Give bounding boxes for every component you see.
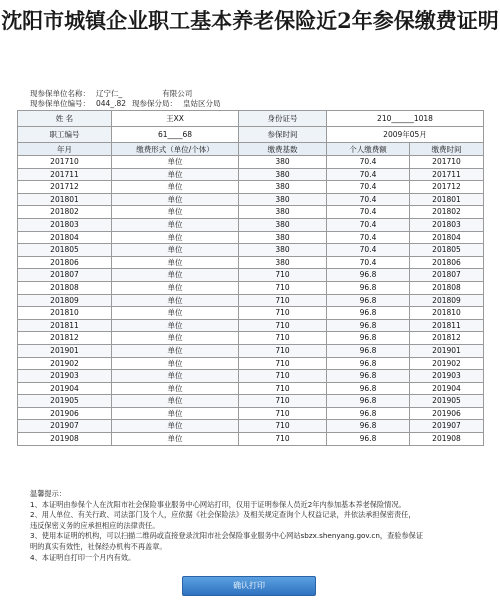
table-row — [18, 281, 484, 294]
cell-month: 201805 — [18, 244, 112, 257]
start-time-label: 参保时间 — [239, 127, 327, 143]
cell-month: 201802 — [18, 206, 112, 219]
contribution-table — [17, 110, 484, 446]
table-row — [18, 294, 484, 307]
note-line: 4、本证明自打印一个月内有效。 — [30, 552, 136, 562]
table-row — [18, 156, 484, 169]
cell-base: 380 — [239, 218, 327, 231]
cell-month: 201808 — [18, 281, 112, 294]
unit-name-label: 现参保单位名称： — [30, 89, 90, 98]
cell-month: 201801 — [18, 193, 112, 206]
cell-personal: 96.8 — [327, 269, 410, 282]
cell-base: 710 — [239, 370, 327, 383]
column-header-paytime: 缴费时间 — [410, 143, 484, 156]
cell-paytime: 201812 — [410, 332, 484, 345]
cell-personal: 96.8 — [327, 344, 410, 357]
cell-month: 201901 — [18, 344, 112, 357]
employee-no-label: 职工编号 — [18, 127, 112, 143]
table-row — [18, 332, 484, 345]
cell-paytime: 201905 — [410, 395, 484, 408]
note-line: 明的真实有效性，社保经办机构不再盖章。 — [30, 541, 167, 551]
cell-paytime: 201811 — [410, 319, 484, 332]
cell-form: 单位 — [112, 307, 239, 320]
cell-paytime: 201908 — [410, 433, 484, 446]
cell-month: 201905 — [18, 395, 112, 408]
person-row-2 — [18, 127, 484, 143]
column-header-month: 年月 — [18, 143, 112, 156]
unit-info — [30, 89, 227, 108]
branch-label: 现参保分局： — [132, 98, 177, 108]
note-line: 2、用人单位、有关行政、司法部门及个人，应依据《社会保险法》及相关规定查询个人权益记录，并依法承担保密责任， — [30, 510, 416, 520]
cell-base: 710 — [239, 357, 327, 370]
cell-form: 单位 — [112, 181, 239, 194]
cell-paytime: 201802 — [410, 206, 484, 219]
branch-value: 皇姑区分局 — [183, 98, 221, 108]
cell-base: 710 — [239, 382, 327, 395]
cell-form: 单位 — [112, 420, 239, 433]
cell-base: 380 — [239, 181, 327, 194]
cell-base: 710 — [239, 407, 327, 420]
cell-base: 710 — [239, 307, 327, 320]
cell-personal: 96.8 — [327, 382, 410, 395]
column-header-base: 缴费基数 — [239, 143, 327, 156]
cell-paytime: 201710 — [410, 156, 484, 169]
notes-heading: 温馨提示： — [30, 489, 66, 498]
cell-month: 201809 — [18, 294, 112, 307]
cell-personal: 70.4 — [327, 244, 410, 257]
cell-form: 单位 — [112, 206, 239, 219]
cell-month: 201803 — [18, 218, 112, 231]
column-header-personal: 个人缴费额 — [327, 143, 410, 156]
cell-form: 单位 — [112, 269, 239, 282]
cell-form: 单位 — [112, 193, 239, 206]
cell-base: 710 — [239, 420, 327, 433]
cell-paytime: 201901 — [410, 344, 484, 357]
cell-personal: 96.8 — [327, 281, 410, 294]
cell-month: 201711 — [18, 168, 112, 181]
cell-paytime: 201902 — [410, 357, 484, 370]
cell-personal: 96.8 — [327, 357, 410, 370]
table-row — [18, 231, 484, 244]
table-row — [18, 218, 484, 231]
cell-base: 380 — [239, 256, 327, 269]
table-row — [18, 193, 484, 206]
cell-month: 201903 — [18, 370, 112, 383]
table-row — [18, 420, 484, 433]
cell-month: 201908 — [18, 433, 112, 446]
cell-month: 201902 — [18, 357, 112, 370]
cell-paytime: 201711 — [410, 168, 484, 181]
cell-base: 710 — [239, 395, 327, 408]
cell-base: 710 — [239, 344, 327, 357]
cell-paytime: 201904 — [410, 382, 484, 395]
cell-paytime: 201807 — [410, 269, 484, 282]
cell-personal: 96.8 — [327, 332, 410, 345]
cell-month: 201810 — [18, 307, 112, 320]
cell-base: 710 — [239, 332, 327, 345]
cell-month: 201710 — [18, 156, 112, 169]
cell-form: 单位 — [112, 319, 239, 332]
cell-base: 710 — [239, 433, 327, 446]
cell-form: 单位 — [112, 332, 239, 345]
cell-base: 710 — [239, 269, 327, 282]
employee-no-value: 61____68 — [112, 127, 239, 143]
unit-name-suffix: 有限公司 — [162, 89, 193, 98]
cell-form: 单位 — [112, 218, 239, 231]
cell-month: 201804 — [18, 231, 112, 244]
cell-personal: 96.8 — [327, 420, 410, 433]
page-title: 沈阳市城镇企业职工基本养老保险近2年参保缴费证明 — [1, 8, 499, 33]
cell-form: 单位 — [112, 382, 239, 395]
cell-form: 单位 — [112, 294, 239, 307]
start-time-value: 2009年05月 — [327, 127, 484, 143]
cell-paytime: 201903 — [410, 370, 484, 383]
cell-paytime: 201805 — [410, 244, 484, 257]
cell-month: 201904 — [18, 382, 112, 395]
confirm-print-button[interactable]: 确认打印 — [182, 576, 316, 596]
cell-paytime: 201808 — [410, 281, 484, 294]
cell-month: 201712 — [18, 181, 112, 194]
cell-form: 单位 — [112, 344, 239, 357]
cell-personal: 70.4 — [327, 156, 410, 169]
cell-form: 单位 — [112, 281, 239, 294]
table-row — [18, 307, 484, 320]
unit-code-value: 044_.82 — [96, 98, 126, 108]
cell-form: 单位 — [112, 433, 239, 446]
notes — [30, 489, 480, 563]
cell-form: 单位 — [112, 168, 239, 181]
cell-form: 单位 — [112, 231, 239, 244]
table-row — [18, 181, 484, 194]
cell-paytime: 201810 — [410, 307, 484, 320]
cell-month: 201811 — [18, 319, 112, 332]
note-line: 违反保密义务的应承担相应的法律责任。 — [30, 520, 160, 530]
cell-base: 710 — [239, 294, 327, 307]
cell-paytime: 201803 — [410, 218, 484, 231]
cell-paytime: 201806 — [410, 256, 484, 269]
cell-base: 380 — [239, 244, 327, 257]
table-row — [18, 433, 484, 446]
column-header-form: 缴费形式（单位/个体） — [112, 143, 239, 156]
table-row — [18, 395, 484, 408]
table-row — [18, 168, 484, 181]
cell-paytime: 201712 — [410, 181, 484, 194]
cell-paytime: 201906 — [410, 407, 484, 420]
cell-personal: 70.4 — [327, 256, 410, 269]
cell-month: 201907 — [18, 420, 112, 433]
table-row — [18, 244, 484, 257]
cell-personal: 70.4 — [327, 193, 410, 206]
cell-personal: 96.8 — [327, 319, 410, 332]
table-row — [18, 357, 484, 370]
table-row — [18, 206, 484, 219]
note-line: 3、使用本证明的机构，可以扫描二维码或直接登录沈阳市社会保险事业服务中心网站sbzx.shenyang.gov.cn，查验参保证 — [30, 531, 424, 541]
cell-base: 380 — [239, 156, 327, 169]
cell-personal: 70.4 — [327, 231, 410, 244]
cell-personal: 96.8 — [327, 395, 410, 408]
cell-form: 单位 — [112, 407, 239, 420]
table-row — [18, 344, 484, 357]
name-value: 王XX — [112, 111, 239, 127]
cell-form: 单位 — [112, 156, 239, 169]
cell-base: 710 — [239, 319, 327, 332]
cell-personal: 70.4 — [327, 181, 410, 194]
unit-name-value: 辽宁仁_ — [96, 89, 123, 98]
id-label: 身份证号 — [239, 111, 327, 127]
cell-form: 单位 — [112, 357, 239, 370]
cell-personal: 70.4 — [327, 206, 410, 219]
table-row — [18, 407, 484, 420]
cell-month: 201807 — [18, 269, 112, 282]
cell-personal: 96.8 — [327, 307, 410, 320]
table-row — [18, 256, 484, 269]
id-value: 210______1018 — [327, 111, 484, 127]
cell-paytime: 201804 — [410, 231, 484, 244]
cell-month: 201812 — [18, 332, 112, 345]
cell-personal: 70.4 — [327, 168, 410, 181]
cell-personal: 96.8 — [327, 370, 410, 383]
cell-personal: 96.8 — [327, 294, 410, 307]
table-header-row — [18, 143, 484, 156]
cell-base: 380 — [239, 193, 327, 206]
cell-month: 201906 — [18, 407, 112, 420]
cell-paytime: 201809 — [410, 294, 484, 307]
name-label: 姓 名 — [18, 111, 112, 127]
cell-personal: 96.8 — [327, 407, 410, 420]
table-row — [18, 319, 484, 332]
table-row — [18, 382, 484, 395]
person-row-1 — [18, 111, 484, 127]
table-row — [18, 370, 484, 383]
unit-code-label: 现参保单位编号： — [30, 98, 90, 108]
cell-form: 单位 — [112, 244, 239, 257]
cell-base: 380 — [239, 231, 327, 244]
cell-personal: 96.8 — [327, 433, 410, 446]
cell-form: 单位 — [112, 370, 239, 383]
cell-paytime: 201907 — [410, 420, 484, 433]
cell-month: 201806 — [18, 256, 112, 269]
cell-base: 710 — [239, 281, 327, 294]
cell-form: 单位 — [112, 256, 239, 269]
table-row — [18, 269, 484, 282]
cell-form: 单位 — [112, 395, 239, 408]
cell-paytime: 201801 — [410, 193, 484, 206]
note-line: 1、本证明由参保个人在沈阳市社会保险事业服务中心网站打印，仅用于证明参保人员近2年内参加基本养老保险情况。 — [30, 499, 406, 509]
cell-base: 380 — [239, 206, 327, 219]
cell-personal: 70.4 — [327, 218, 410, 231]
cell-base: 380 — [239, 168, 327, 181]
